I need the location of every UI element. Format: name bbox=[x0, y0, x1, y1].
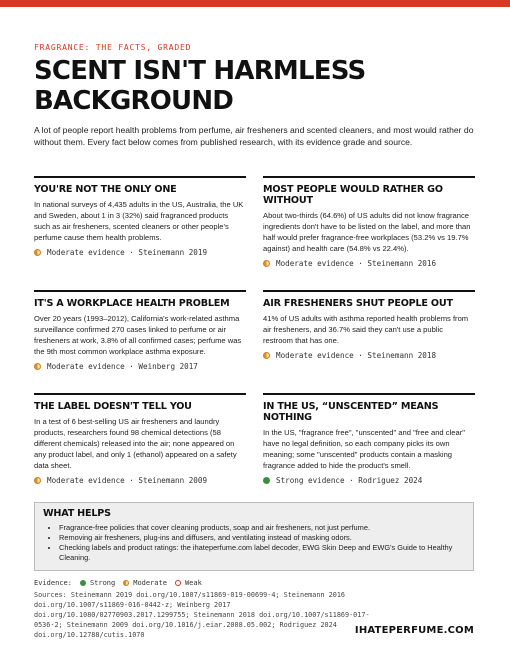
fact-card bbox=[263, 290, 475, 360]
moderate-evidence-icon bbox=[263, 260, 270, 267]
moderate-evidence-icon bbox=[34, 363, 41, 370]
evidence-text: Moderate evidence · Weinberg 2017 bbox=[47, 362, 198, 371]
list-item: • Fragrance-free policies that cover cleaning products, soap and air fresheners, not just perfume. bbox=[59, 523, 465, 533]
top-accent-bar bbox=[0, 0, 510, 7]
legend-weak: Weak bbox=[184, 579, 202, 587]
what-helps-list bbox=[43, 523, 465, 563]
evidence-line bbox=[34, 248, 246, 257]
weak-evidence-icon bbox=[175, 580, 181, 586]
what-helps-box bbox=[34, 502, 474, 571]
strong-evidence-icon bbox=[263, 477, 270, 484]
legend-label: Evidence: bbox=[34, 579, 72, 587]
fact-card-body: 41% of US adults with asthma reported health problems from air fresheners, and 36.7% said they can't use a public restroom that has one. bbox=[263, 314, 469, 345]
strong-evidence-icon bbox=[80, 580, 86, 586]
evidence-legend bbox=[34, 579, 202, 587]
sources-list: Sources: Steinemann 2019 doi.org/10.1007/s11869-019-00699-4; Steinemann 2016 doi.org/10.1007/s11869-016-0442-z; Weinberg 2017 doi.org/10.1080/02770903.2017.1299755; Steinemann 2018 doi.org/10.1007/s11869-017-0536-2; Steinemann 2009 doi.org/10.1016/j.eiar.2008.05.002; Rodriguez 2024 doi.org/10.12788/cutis.1070 bbox=[34, 591, 370, 639]
list-item: • Checking labels and product ratings: the ihateperfume.com label decoder, EWG Skin Deep and EWG's Guide to Healthy Cleaning. bbox=[59, 543, 465, 563]
fact-card-body: In the US, "fragrance free", "unscented" and "free and clear" have no legal definition, so each company picks its own meaning; some "unscented" products contain a masking fragrance added to hide the product's smell. bbox=[263, 428, 465, 470]
evidence-line bbox=[263, 259, 475, 268]
what-helps-title: WHAT HELPS bbox=[43, 508, 111, 519]
evidence-text: Moderate evidence · Steinemann 2009 bbox=[47, 476, 208, 485]
evidence-text: Strong evidence · Rodriguez 2024 bbox=[276, 476, 423, 485]
list-item: • Removing air fresheners, plug-ins and diffusers, and ventilating instead of masking odors. bbox=[59, 533, 465, 543]
moderate-evidence-icon bbox=[34, 249, 41, 256]
fact-card-body: Over 20 years (1993–2012), California's work-related asthma surveillance confirmed 270 cases linked to perfume or air fresheners at work, 3.8% of all confirmed cases; perfume was the 9th most common workplace asthma exposure. bbox=[34, 314, 242, 356]
fact-card-title: YOU'RE NOT THE ONLY ONE bbox=[34, 184, 177, 195]
legend-strong: Strong bbox=[89, 579, 116, 587]
fact-card-title: IT'S A WORKPLACE HEALTH PROBLEM bbox=[34, 298, 230, 309]
evidence-text: Moderate evidence · Steinemann 2016 bbox=[276, 259, 437, 268]
evidence-line bbox=[34, 476, 246, 485]
fact-card-title: IN THE US, “UNSCENTED” MEANS NOTHING bbox=[263, 401, 439, 423]
evidence-text: Moderate evidence · Steinemann 2018 bbox=[276, 351, 437, 360]
fact-card bbox=[34, 393, 246, 485]
evidence-line bbox=[34, 362, 246, 371]
moderate-evidence-icon bbox=[123, 580, 129, 586]
site-brand: IHATEPERFUME.COM bbox=[354, 625, 474, 636]
fact-card-title: AIR FRESHENERS SHUT PEOPLE OUT bbox=[263, 298, 453, 309]
moderate-evidence-icon bbox=[34, 477, 41, 484]
fact-card bbox=[263, 176, 475, 268]
page-title: SCENT ISN'T HARMLESS BACKGROUND bbox=[34, 56, 366, 116]
fact-card-body: In national surveys of 4,435 adults in the US, Australia, the UK and Sweden, about 1 in 3 (32%) said fragranced products such as air fresheners, scented cleaners or other people's perfume cause them health problems. bbox=[34, 200, 244, 242]
fact-card-title: THE LABEL DOESN'T TELL YOU bbox=[34, 401, 192, 412]
fact-card-body: About two-thirds (64.6%) of US adults did not know fragrance ingredients don't have to be listed on the label, and more than half would prefer fragrance-free workplaces (53.2% vs 19.7% against) and health care (54.8% vs 22.4%). bbox=[263, 211, 471, 253]
moderate-evidence-icon bbox=[263, 352, 270, 359]
fact-card-title: MOST PEOPLE WOULD RATHER GO WITHOUT bbox=[263, 184, 443, 206]
legend-moderate: Moderate bbox=[133, 579, 167, 587]
evidence-line bbox=[263, 476, 475, 485]
fact-card bbox=[34, 176, 246, 257]
fact-card bbox=[34, 290, 246, 371]
evidence-text: Moderate evidence · Steinemann 2019 bbox=[47, 248, 208, 257]
fact-card bbox=[263, 393, 475, 485]
kicker: FRAGRANCE: THE FACTS, GRADED bbox=[34, 43, 192, 52]
evidence-line bbox=[263, 351, 475, 360]
fact-card-body: In a test of 6 best-selling US air fresheners and laundry products, researchers found 98 chemical detections (58 different chemicals) released into the air; none appeared on any product label, and only 1 (ethanol) appeared on a safety data sheet. bbox=[34, 417, 237, 470]
intro-paragraph: A lot of people report health problems from perfume, air fresheners and scented cleaners, and most would rather do without them. Every fact below comes from published research, with its evidence grade and source. bbox=[34, 125, 474, 147]
